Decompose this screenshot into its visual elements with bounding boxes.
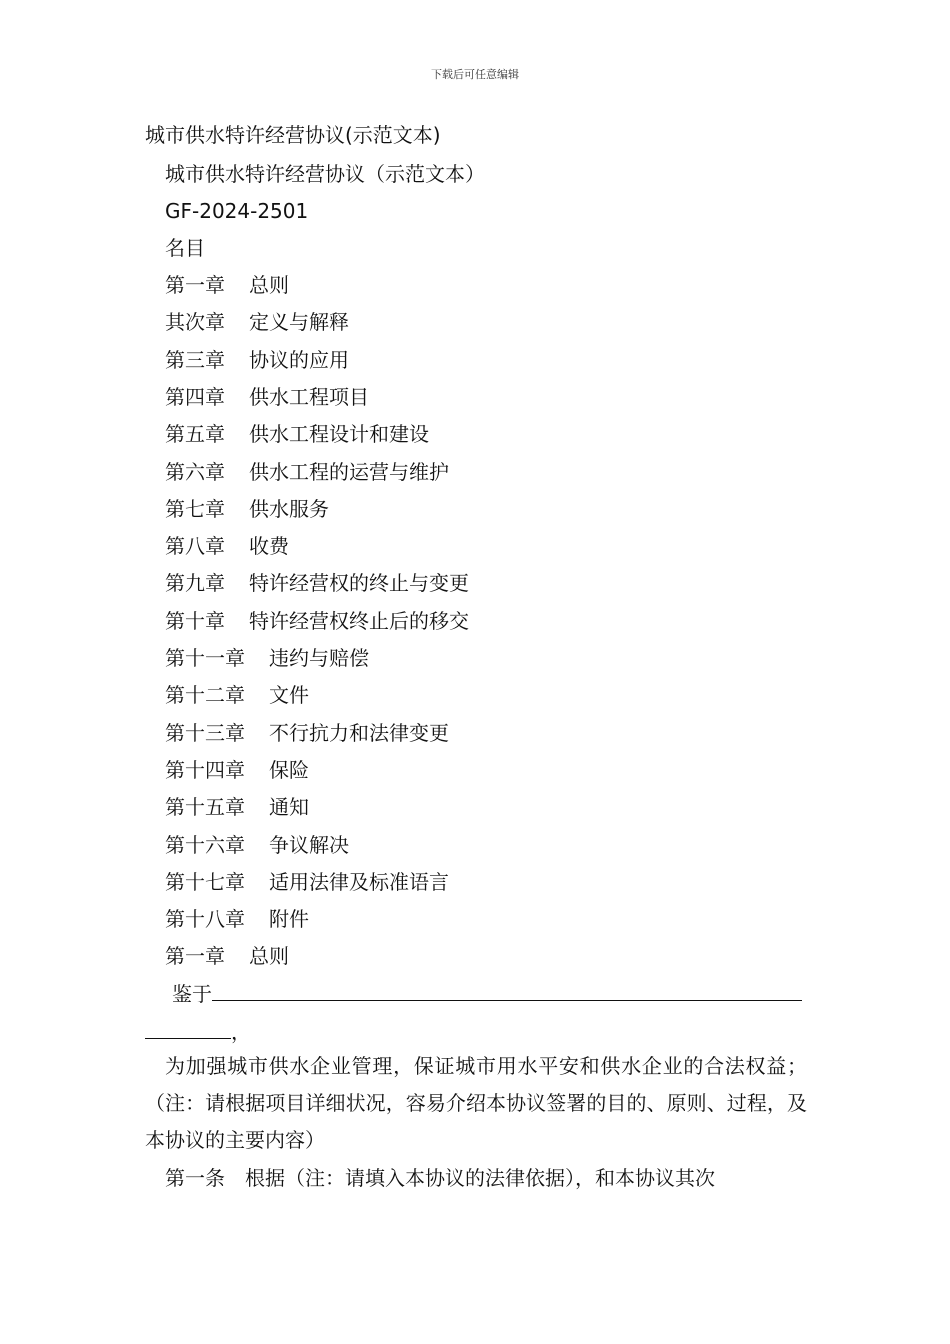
toc-chapter-name: 特许经营权的终止与变更: [249, 571, 469, 596]
toc-chapter-name: 文件: [269, 683, 309, 708]
toc-chapter-number: 第十七章: [165, 869, 245, 894]
jianyu-prefix: 鉴于: [172, 982, 212, 1006]
toc-chapter-name: 不行抗力和法律变更: [269, 720, 449, 745]
header-note: 下载后可任意编辑: [431, 68, 519, 81]
toc-chapter-number: 第八章: [165, 534, 225, 559]
toc-item: [165, 608, 469, 634]
jianyu-line: [172, 980, 802, 1007]
jianyu-blank: [212, 980, 802, 1001]
toc-chapter-number: 第十一章: [165, 646, 245, 670]
toc-item: [165, 832, 349, 858]
toc-item: [165, 645, 369, 671]
toc-chapter-name: 违约与赔偿: [269, 646, 369, 670]
toc-chapter-number: 第十五章: [165, 795, 245, 820]
toc-chapter-name: 保险: [269, 757, 309, 782]
toc-chapter-name: 特许经营权终止后的移交: [249, 608, 469, 633]
document-title: 城市供水特许经营协议(示范文本): [145, 123, 441, 147]
toc-chapter-name: 附件: [269, 907, 309, 932]
toc-chapter-name: 定义与解释: [249, 310, 349, 335]
toc-item: [165, 347, 349, 373]
chapter-1-heading: [165, 943, 289, 969]
chapter-name: 总则: [249, 944, 289, 968]
toc-item: [165, 794, 309, 820]
toc-item: [165, 757, 309, 783]
jianyu-continuation: [145, 1018, 251, 1045]
toc-item: [165, 384, 369, 410]
toc-chapter-name: 协议的应用: [249, 347, 349, 372]
toc-item: [165, 309, 349, 335]
toc-chapter-number: 第十八章: [165, 907, 245, 932]
toc-item: [165, 869, 449, 895]
document-subtitle: 城市供水特许经营协议（示范文本）: [165, 162, 485, 186]
toc-chapter-name: 供水工程设计和建设: [249, 422, 429, 447]
document-code: GF-2024-2501: [165, 199, 309, 223]
toc-chapter-number: 第十四章: [165, 757, 245, 782]
toc-chapter-number: 第四章: [165, 384, 225, 409]
toc-chapter-name: 总则: [249, 273, 289, 297]
toc-chapter-number: 第十章: [165, 608, 225, 633]
jianyu-suffix: ，: [231, 1020, 251, 1044]
toc-chapter-number: 第十三章: [165, 720, 245, 745]
toc-item: [165, 272, 289, 298]
toc-chapter-name: 收费: [249, 534, 289, 559]
toc-item: [165, 421, 429, 447]
toc-item: [165, 906, 309, 932]
toc-chapter-name: 供水工程的运营与维护: [249, 459, 449, 484]
toc-chapter-number: 第三章: [165, 347, 225, 372]
chapter-number: 第一章: [165, 944, 225, 968]
toc-chapter-number: 第七章: [165, 496, 225, 521]
toc-heading: 名目: [165, 236, 205, 260]
toc-chapter-name: 供水工程项目: [249, 384, 369, 409]
toc-chapter-number: 第六章: [165, 459, 225, 484]
toc-chapter-number: 第十六章: [165, 832, 245, 857]
toc-item: [165, 720, 449, 746]
toc-chapter-number: 第九章: [165, 571, 225, 596]
toc-chapter-number: 第十二章: [165, 683, 245, 708]
article-1: 第一条 根据（注：请填入本协议的法律依据），和本协议其次: [165, 1166, 715, 1190]
toc-chapter-number: 第一章: [165, 273, 225, 297]
toc-item: [165, 496, 329, 522]
toc-chapter-name: 供水服务: [249, 496, 329, 521]
toc-chapter-name: 争议解决: [269, 832, 349, 857]
toc-chapter-name: 适用法律及标准语言: [269, 869, 449, 894]
jianyu-blank-continued: [145, 1018, 231, 1039]
purpose-paragraph: 为加强城市供水企业管理，保证城市用水平安和供水企业的合法权益；（注：请根据项目详细状况，容易介绍本协议签署的目的、原则、过程，及本协议的主要内容）: [145, 1054, 807, 1152]
toc-chapter-number: 第五章: [165, 422, 225, 447]
toc-chapter-name: 通知: [269, 795, 309, 820]
toc-chapter-number: 其次章: [165, 310, 225, 335]
toc-item: [165, 533, 289, 559]
toc-item: [165, 570, 469, 596]
toc-item: [165, 459, 449, 485]
toc-item: [165, 682, 309, 708]
